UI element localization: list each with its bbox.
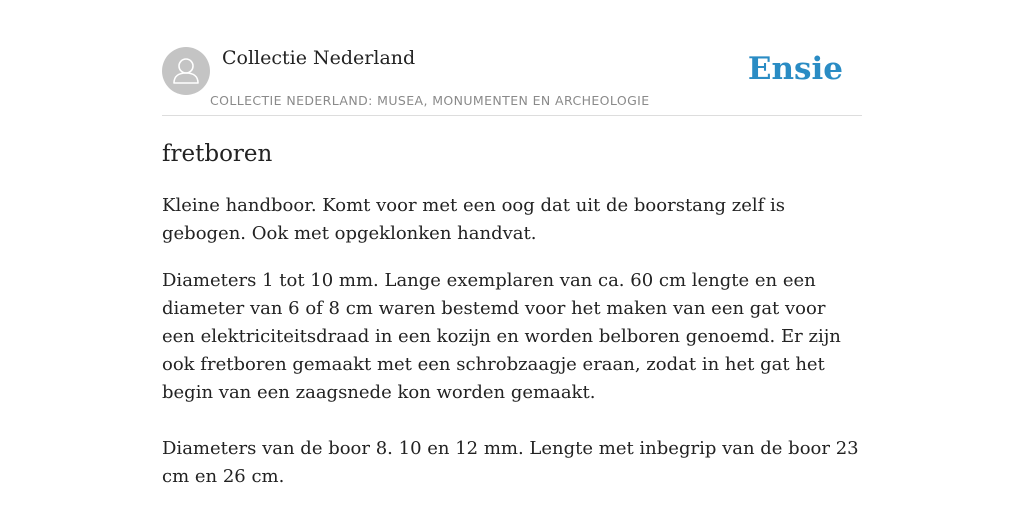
page-header <box>162 46 862 116</box>
article-title: fretboren <box>162 141 273 167</box>
article-paragraph-2: Diameters 1 tot 10 mm. Lange exemplaren van ca. 60 cm lengte en een diameter van 6 of 8 cm waren bestemd voor het maken van een gat voor een elektriciteitsdraad in een kozijn en worden belboren genoemd. Er zijn ook fretboren gemaakt met een schrobzaagje eraan, zodat in het gat het begin van een zaagsnede kon worden gemaakt. Diameters van de boor 8. 10 en 12 mm. Lengte met inbegrip van de boor 23 cm en 26 cm. <box>162 270 859 487</box>
author-avatar[interactable] <box>162 47 210 95</box>
author-name[interactable]: Collectie Nederland <box>222 47 416 69</box>
article-paragraph-1: Kleine handboor. Komt voor met een oog dat uit de boorstang zelf is gebogen. Ook met opgeklonken handvat. <box>162 195 786 244</box>
source-label[interactable]: COLLECTIE NEDERLAND: MUSEA, MONUMENTEN EN ARCHEOLOGIE <box>210 93 650 108</box>
brand-logo[interactable]: Ensie <box>747 51 843 87</box>
user-icon <box>162 47 210 95</box>
article-content <box>162 138 862 510</box>
